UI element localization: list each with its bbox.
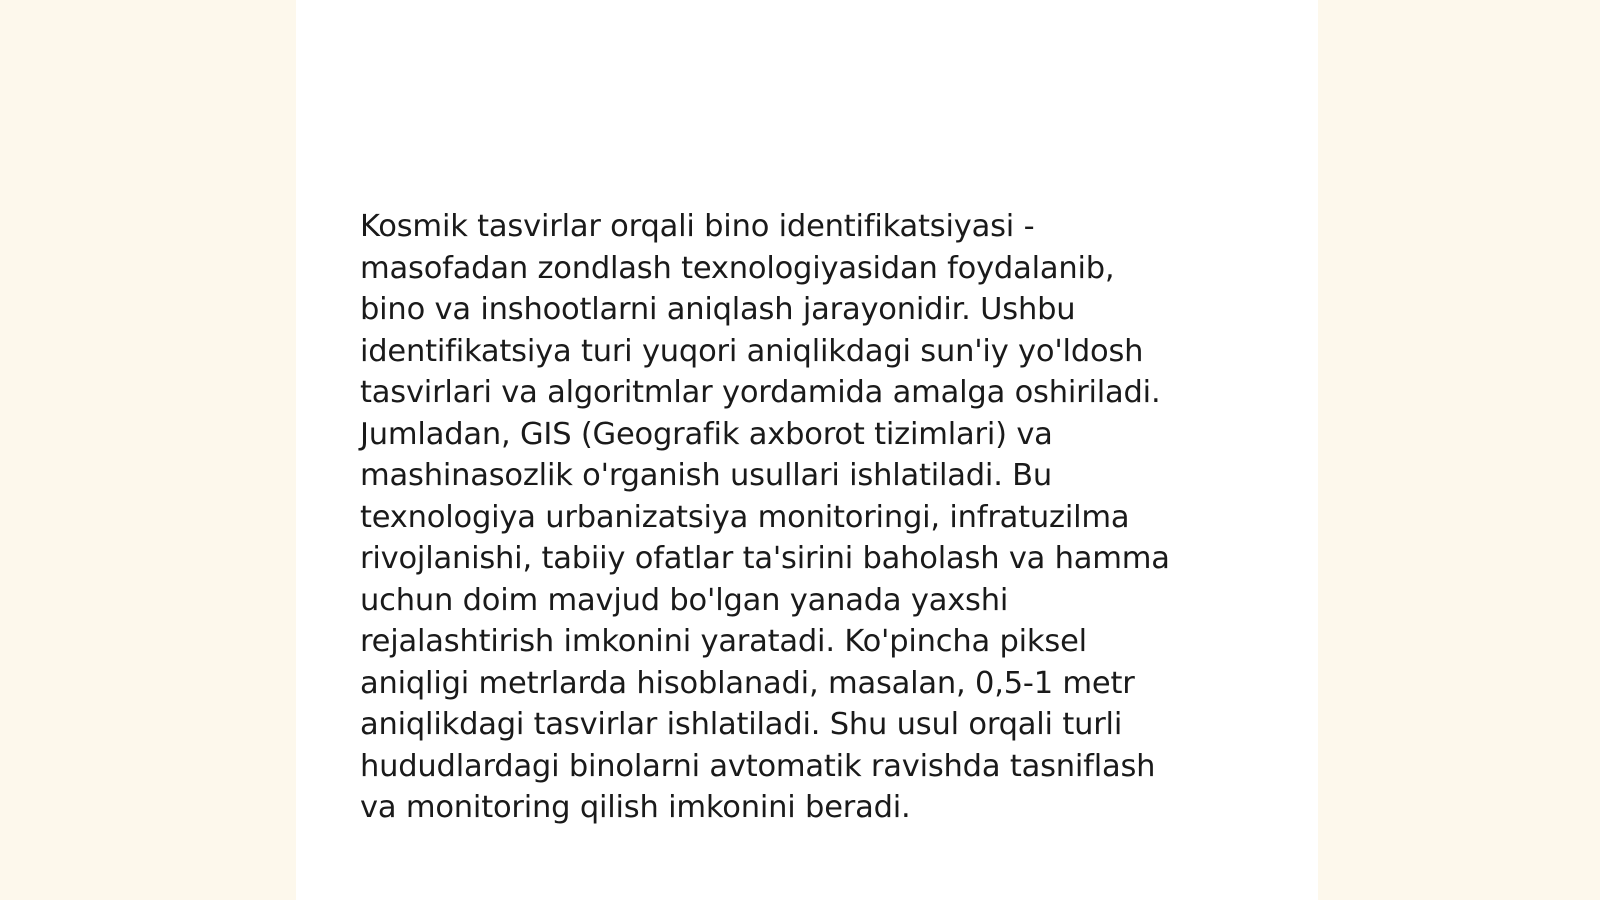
paragraph-line: aniqligi metrlarda hisoblanadi, masalan, 0,5-1 metr <box>360 665 1135 701</box>
paragraph <box>360 206 1260 829</box>
paragraph-line: mashinasozlik o'rganish usullari ishlatiladi. Bu <box>360 458 1053 493</box>
paragraph-line: uchun doim mavjud bo'lgan yanada yaxshi <box>360 582 1009 618</box>
paragraph-line: hududlardagi binolarni avtomatik ravishda tasniflash <box>360 748 1156 784</box>
paragraph-line: va monitoring qilish imkonini beradi. <box>360 790 911 825</box>
paragraph-line: tasvirlari va algoritmlar yordamida amalga oshiriladi. <box>360 375 1161 410</box>
paragraph-line: texnologiya urbanizatsiya monitoringi, infratuzilma <box>360 499 1130 535</box>
paragraph-line: identifikatsiya turi yuqori aniqlikdagi sun'iy yo'ldosh <box>360 333 1144 369</box>
paragraph-line: rejalashtirish imkonini yaratadi. Ko'pincha piksel <box>360 624 1087 659</box>
paragraph-line: Jumladan, GIS (Geografik axborot tizimlari) va <box>360 416 1053 452</box>
paragraph-line: Kosmik tasvirlar orqali bino identifikatsiyasi - <box>360 209 1035 244</box>
document-page <box>296 0 1318 900</box>
paragraph-line: rivojlanishi, tabiiy ofatlar ta'sirini baholash va hamma <box>360 541 1170 576</box>
paragraph-line: bino va inshootlarni aniqlash jarayonidir. Ushbu <box>360 292 1076 327</box>
paragraph-line: masofadan zondlash texnologiyasidan foydalanib, <box>360 250 1115 286</box>
paragraph-line: aniqlikdagi tasvirlar ishlatiladi. Shu usul orqali turli <box>360 707 1123 742</box>
